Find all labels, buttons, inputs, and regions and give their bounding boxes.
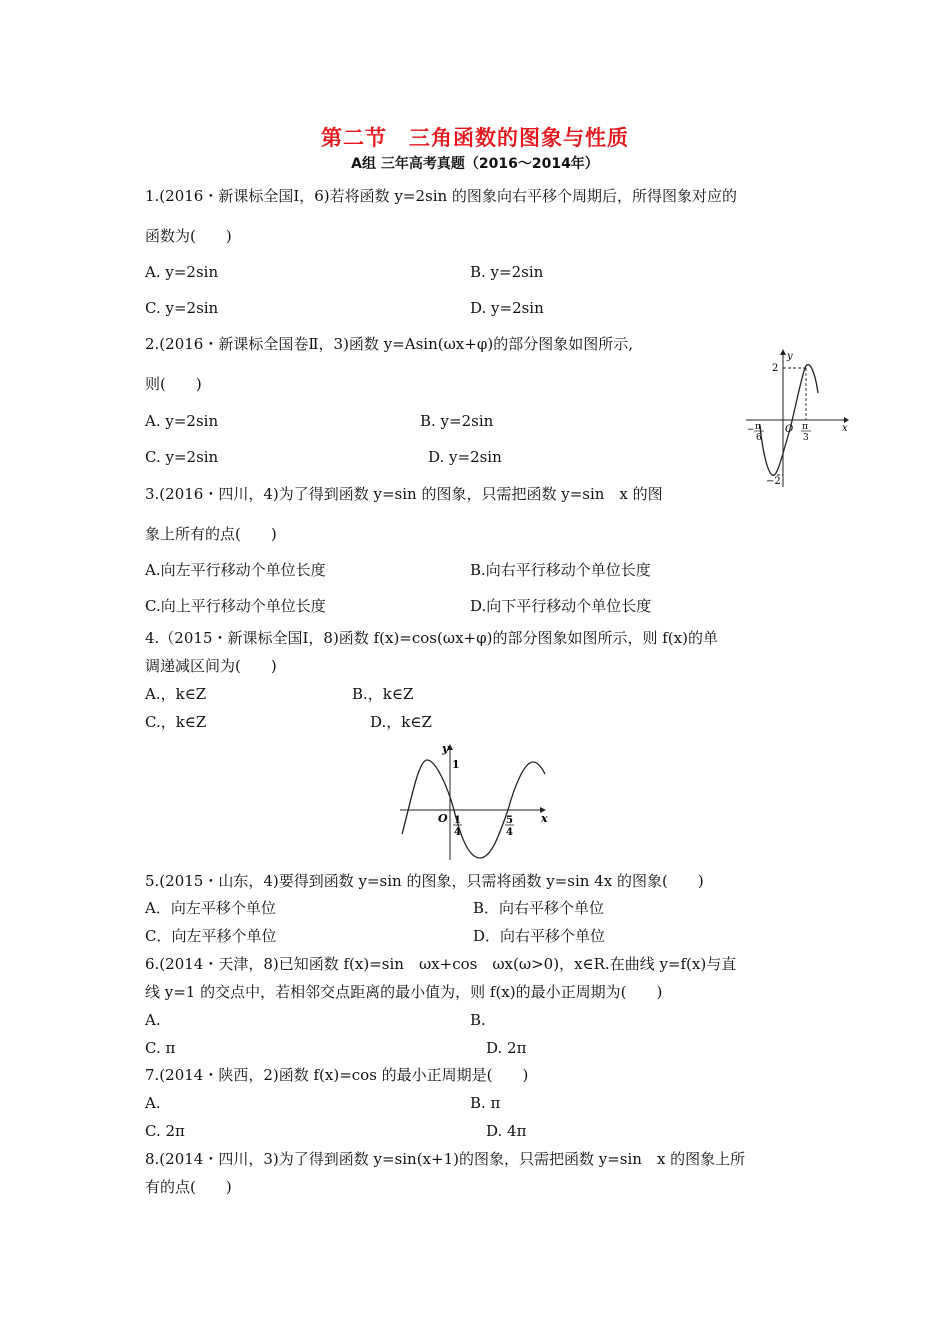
q6-stem-line2: 线 y=1 的交点中，若相邻交点距离的最小值为，则 f(x)的最小正周期为( ) — [145, 983, 663, 1001]
q1-option-b: B. y=2sin — [470, 263, 544, 281]
q7-option-c: C. 2π — [145, 1122, 185, 1140]
origin-label: O — [785, 424, 794, 435]
q1-stem-line1: 1.(2016・新课标全国Ⅰ，6)若将函数 y=2sin 的图象向右平移个周期后，所得图象对应的 — [145, 187, 737, 205]
q5-option-a: A．向左平移个单位 — [145, 899, 276, 917]
x1-den: 4 — [454, 827, 461, 838]
x2-den: 4 — [506, 827, 513, 838]
q1-option-d: D. y=2sin — [470, 299, 544, 317]
q4-option-a: A.，k∈Z — [145, 685, 207, 703]
q2-sine-graph — [738, 344, 854, 490]
cosine-curve — [402, 760, 545, 858]
q4-cosine-graph — [396, 740, 552, 864]
q5-stem-line1: 5.(2015・山东，4)要得到函数 y=sin 的图象，只需将函数 y=sin 4x 的图象( ) — [145, 872, 704, 890]
q6-option-c: C. π — [145, 1039, 176, 1057]
x-left-sign: − — [747, 425, 755, 435]
q5-option-d: D．向右平移个单位 — [473, 927, 606, 945]
q7-stem-line1: 7.(2014・陕西，2)函数 f(x)=cos 的最小正周期是( ) — [145, 1066, 529, 1084]
x-right-num: π — [802, 422, 808, 432]
x-axis-label: x — [842, 423, 848, 434]
q4-option-b: B.，k∈Z — [352, 685, 414, 703]
section-title: 第二节 三角函数的图象与性质 — [321, 126, 629, 150]
x-left-den: 6 — [756, 433, 762, 443]
y-max-label: 2 — [772, 363, 779, 374]
group-subtitle: A组 三年高考真题（2016～2014年） — [351, 156, 599, 172]
q2-option-d: D. y=2sin — [428, 448, 502, 466]
x2-num: 5 — [506, 815, 513, 826]
q6-option-b: B. — [470, 1011, 486, 1029]
x-axis-label: x — [541, 812, 548, 825]
q6-option-d: D. 2π — [486, 1039, 527, 1057]
q3-option-b: B.向右平行移动个单位长度 — [470, 561, 651, 579]
q4-stem-line2: 调递减区间为( ) — [145, 657, 277, 675]
q3-stem-line2: 象上所有的点( ) — [145, 525, 277, 543]
q3-option-a: A.向左平行移动个单位长度 — [145, 561, 326, 579]
y-axis-label: y — [442, 742, 449, 755]
q1-option-c: C. y=2sin — [145, 299, 219, 317]
q7-option-d: D. 4π — [486, 1122, 527, 1140]
q6-option-a: A. — [145, 1011, 161, 1029]
y-tick-label: 1 — [452, 758, 460, 771]
x1-num: 1 — [454, 815, 461, 826]
q2-stem-line1: 2.(2016・新课标全国卷Ⅱ，3)函数 y=Asin(ωx+φ)的部分图象如图所示, — [145, 335, 633, 353]
y-axis-label: y — [787, 351, 793, 362]
q3-stem-line1: 3.(2016・四川，4)为了得到函数 y=sin 的图象，只需把函数 y=sin x 的图 — [145, 485, 663, 503]
q1-stem-line2: 函数为( ) — [145, 227, 232, 245]
q5-option-b: B．向右平移个单位 — [473, 899, 605, 917]
q7-option-a: A. — [145, 1094, 161, 1112]
q3-option-d: D.向下平行移动个单位长度 — [470, 597, 652, 615]
q6-stem-line1: 6.(2014・天津，8)已知函数 f(x)=sin ωx+cos ωx(ω>0)，x∈R.在曲线 y=f(x)与直 — [145, 955, 737, 973]
x-right-den: 3 — [803, 433, 809, 443]
q8-stem-line2: 有的点( ) — [145, 1178, 232, 1196]
q2-stem-line2: 则( ) — [145, 375, 202, 393]
q4-option-d: D.，k∈Z — [370, 713, 432, 731]
q1-option-a: A. y=2sin — [145, 263, 219, 281]
x-left-num: π — [755, 422, 761, 432]
q2-option-a: A. y=2sin — [145, 412, 219, 430]
q8-stem-line1: 8.(2014・四川，3)为了得到函数 y=sin(x+1)的图象，只需把函数 y=sin x 的图象上所 — [145, 1150, 746, 1168]
q3-option-c: C.向上平行移动个单位长度 — [145, 597, 326, 615]
q4-option-c: C.，k∈Z — [145, 713, 207, 731]
y-min-label: −2 — [766, 476, 781, 487]
origin-label: O — [438, 812, 448, 825]
q4-stem-line1: 4.（2015・新课标全国Ⅰ，8)函数 f(x)=cos(ωx+φ)的部分图象如图所示，则 f(x)的单 — [145, 629, 718, 647]
q5-option-c: C．向左平移个单位 — [145, 927, 277, 945]
q2-option-c: C. y=2sin — [145, 448, 219, 466]
q2-option-b: B. y=2sin — [420, 412, 494, 430]
y-axis-arrow — [780, 349, 786, 355]
q7-option-b: B. π — [470, 1094, 501, 1112]
